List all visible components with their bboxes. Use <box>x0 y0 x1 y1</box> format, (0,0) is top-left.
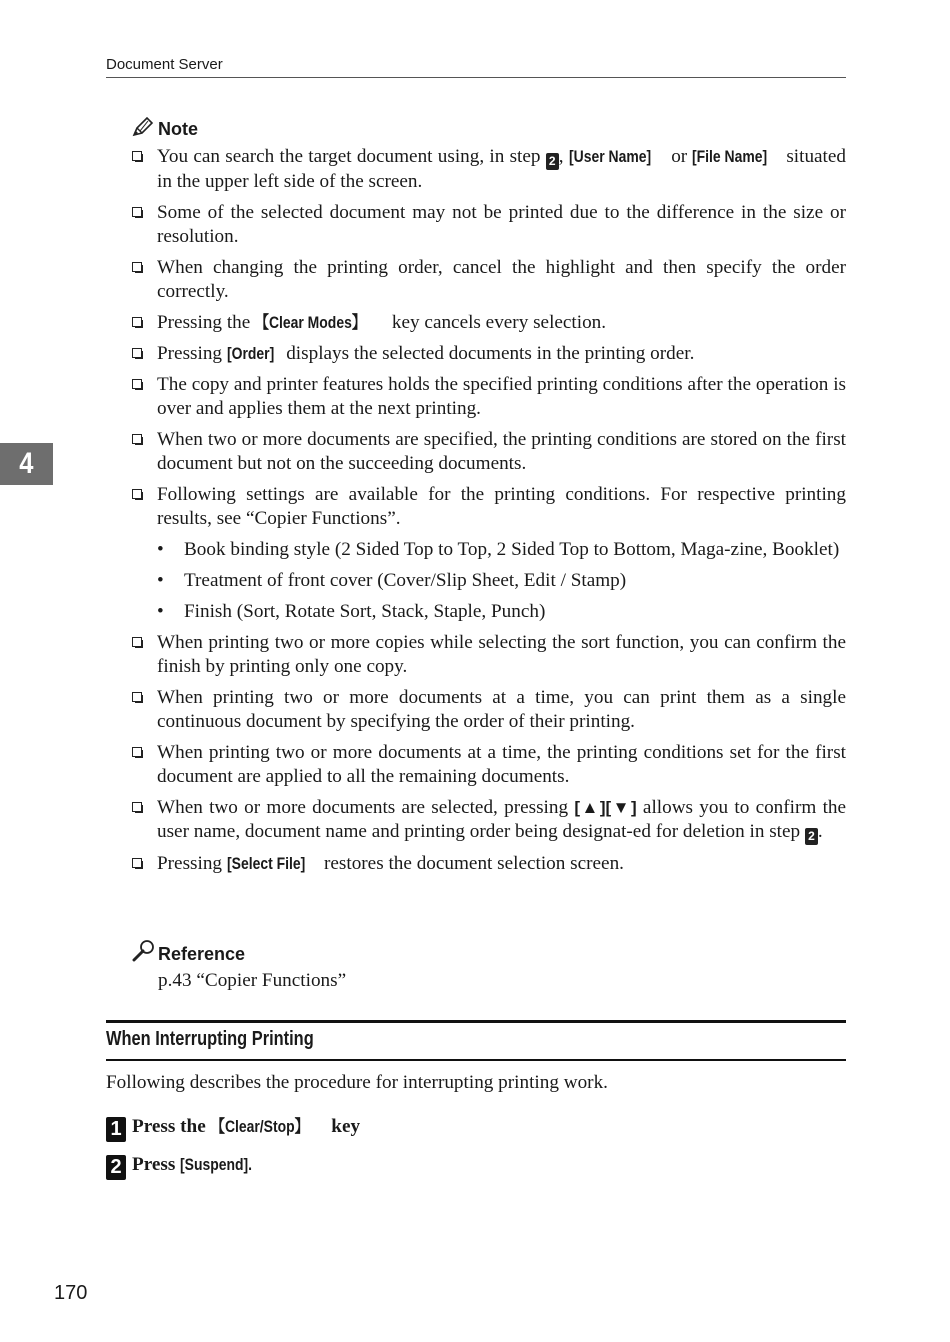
checkbox-icon <box>132 747 142 757</box>
note-item: When two or more documents are selected, pressing [▲][▼] allows you to confirm the user name, document name and printing order being designat-ed for deletion in step 2 . <box>132 796 846 845</box>
step-number: 1 <box>106 1117 126 1142</box>
note-item: When printing two or more documents at a time, you can print them as a single continuous document by specifying the order of their printing. <box>132 686 846 734</box>
note-item: Following settings are available for the printing conditions. For respective printing results, see “Copier Functions”. • Book binding style (2 Sided Top to Top, 2 Sided Top to Bottom, Maga-zine, Booklet) • Treatment of front cover (Cover/Slip Sheet, Edit / Stamp) • Finish (Sort, Rotate Sort, Stack, Staple, Punch) <box>132 483 846 624</box>
note-list <box>132 145 846 883</box>
section-rule-top <box>106 1020 846 1023</box>
note-item: You can search the target document using, in step 2 , [User Name] or [File Name] situated in the upper left side of the screen. <box>132 145 846 194</box>
bullet-icon: • <box>157 539 164 560</box>
note-item: Some of the selected document may not be printed due to the difference in the size or resolution. <box>132 201 846 249</box>
bullet-item: • Finish (Sort, Rotate Sort, Stack, Staple, Punch) <box>157 601 546 622</box>
checkbox-icon <box>132 207 142 217</box>
procedure-step: 2 Press [Suspend]. <box>106 1154 265 1180</box>
bullet-item: • Book binding style (2 Sided Top to Top, 2 Sided Top to Bottom, Maga-zine, Booklet) <box>157 539 840 560</box>
chapter-tab <box>0 443 53 485</box>
magnifier-icon <box>132 939 156 963</box>
checkbox-icon <box>132 317 142 327</box>
step-ref-icon: 2 <box>546 153 559 170</box>
bullet-list <box>157 538 846 624</box>
procedure-step: 1 Press the 【Clear/Stop】 key <box>106 1112 360 1142</box>
header-rule <box>106 77 846 78</box>
note-item: Pressing [Select File] restores the document selection screen. <box>132 852 846 876</box>
note-item: Pressing [Order] displays the selected documents in the printing order. <box>132 342 846 366</box>
checkbox-icon <box>132 802 142 812</box>
checkbox-icon <box>132 692 142 702</box>
note-item: When changing the printing order, cancel the highlight and then specify the order correctly. <box>132 256 846 304</box>
reference-heading: Reference <box>158 944 246 964</box>
checkbox-icon <box>132 434 142 444</box>
key-select-file: [Select File] <box>226 854 306 873</box>
note-heading: Note <box>158 119 198 139</box>
pencil-icon <box>132 117 154 137</box>
checkbox-icon <box>132 262 142 272</box>
note-item: Pressing the 【Clear Modes】 key cancels every selection. <box>132 311 846 335</box>
step-ref-icon: 2 <box>805 828 818 845</box>
bullet-icon: • <box>157 570 164 591</box>
key-suspend: [Suspend]. <box>180 1155 253 1174</box>
reference-link[interactable]: p.43 “Copier Functions” <box>158 970 347 991</box>
note-item: When printing two or more copies while selecting the sort function, you can confirm the finish by printing only one copy. <box>132 631 846 679</box>
checkbox-icon <box>132 489 142 499</box>
key-clear-modes: 【Clear Modes】 <box>255 313 366 332</box>
key-clear-stop: 【Clear/Stop】 <box>210 1117 309 1136</box>
key-order: [Order] <box>226 344 275 363</box>
key-file-name: [File Name] <box>692 147 768 166</box>
checkbox-icon <box>132 151 142 161</box>
running-header: Document Server <box>106 56 223 73</box>
key-up-down: [▲][▼] <box>574 798 637 817</box>
checkbox-icon <box>132 858 142 868</box>
section-title: When Interrupting Printing <box>106 1028 314 1050</box>
bullet-item: • Treatment of front cover (Cover/Slip Sheet, Edit / Stamp) <box>157 570 627 591</box>
key-user-name: [User Name] <box>568 147 651 166</box>
note-item: When two or more documents are specified, the printing conditions are stored on the first document but not on the succeeding documents. <box>132 428 846 476</box>
checkbox-icon <box>132 637 142 647</box>
note-item: The copy and printer features holds the specified printing conditions after the operation is over and applies them at the next printing. <box>132 373 846 421</box>
section-rule-bottom <box>106 1059 846 1061</box>
page-number: 170 <box>54 1282 88 1304</box>
step-number: 2 <box>106 1155 126 1180</box>
chapter-number: 4 <box>19 447 34 480</box>
bullet-icon: • <box>157 601 164 622</box>
note-item: When printing two or more documents at a time, the printing conditions set for the first document are applied to all the remaining documents. <box>132 741 846 789</box>
checkbox-icon <box>132 379 142 389</box>
checkbox-icon <box>132 348 142 358</box>
section-intro: Following describes the procedure for interrupting printing work. <box>106 1072 608 1093</box>
